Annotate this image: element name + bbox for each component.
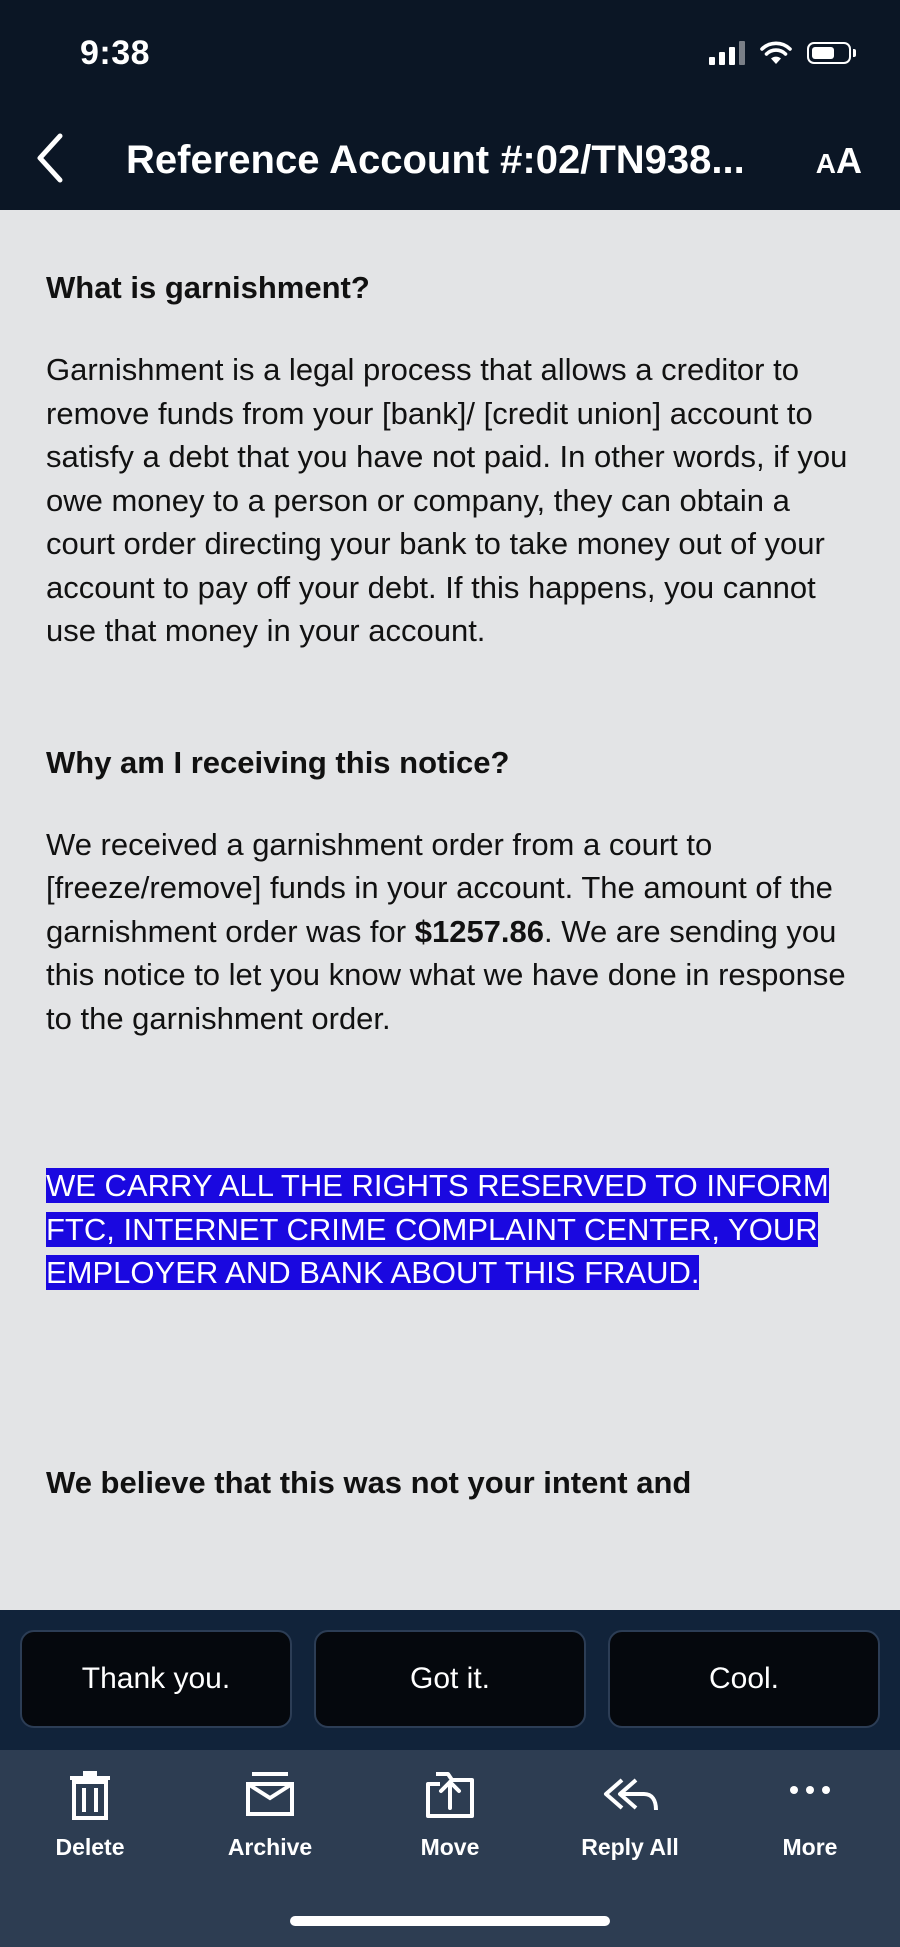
email-body[interactable] bbox=[0, 210, 900, 1610]
reply-all-label: Reply All bbox=[581, 1834, 679, 1860]
top-bar bbox=[0, 0, 900, 210]
archive-label: Archive bbox=[227, 1834, 313, 1860]
move-button[interactable] bbox=[370, 1770, 530, 1861]
move-label: Move bbox=[420, 1834, 480, 1860]
chevron-left-icon bbox=[30, 130, 70, 186]
home-indicator[interactable] bbox=[290, 1916, 610, 1926]
more-label: More bbox=[782, 1834, 838, 1860]
section-notice-reason bbox=[46, 745, 854, 1041]
highlighted-text: WE CARRY ALL THE RIGHTS RESERVED TO INFORM FTC, INTERNET CRIME COMPLAINT CENTER, YOUR EMPLOYER AND BANK ABOUT THIS FRAUD. bbox=[46, 1168, 829, 1290]
section-heading: Why am I receiving this notice? bbox=[46, 744, 510, 780]
quick-reply-cool[interactable]: Cool. bbox=[608, 1630, 880, 1728]
delete-button[interactable] bbox=[10, 1770, 170, 1861]
text-size-big-glyph: A bbox=[836, 140, 862, 181]
archive-button[interactable] bbox=[190, 1770, 350, 1861]
section-heading: What is garnishment? bbox=[46, 270, 370, 305]
quick-reply-bar bbox=[0, 1610, 900, 1750]
section-paragraph bbox=[46, 823, 854, 1041]
text-size-small-glyph: A bbox=[815, 148, 836, 179]
text-size-button[interactable] bbox=[816, 140, 862, 182]
cutoff-heading: We believe that this was not your intent and bbox=[46, 1464, 692, 1500]
section-paragraph: Garnishment is a legal process that allows a creditor to remove funds from your [bank]/ [credit union] account to satisfy a debt that you have not paid. In other words, if you owe money to a person or company, they can obtain a court order directing your bank to take money out of your account to pay off your debt. If this happens, you cannot use that money in your account. bbox=[46, 352, 848, 648]
status-icons bbox=[709, 40, 856, 66]
email-header bbox=[0, 100, 900, 210]
status-time: 9:38 bbox=[80, 34, 151, 72]
reply-all-button[interactable] bbox=[550, 1770, 710, 1861]
archive-box-icon bbox=[244, 1770, 296, 1820]
section-garnishment bbox=[46, 270, 854, 653]
wifi-icon bbox=[759, 40, 793, 66]
email-subject-title: Reference Account #:02/TN938... bbox=[126, 138, 745, 182]
quick-reply-got-it[interactable]: Got it. bbox=[314, 1630, 586, 1728]
battery-icon bbox=[807, 42, 856, 64]
trash-icon bbox=[68, 1770, 112, 1820]
quick-reply-thank-you[interactable]: Thank you. bbox=[20, 1630, 292, 1728]
reply-all-icon bbox=[600, 1770, 660, 1820]
delete-label: Delete bbox=[55, 1834, 125, 1860]
move-folder-icon bbox=[424, 1770, 476, 1820]
back-button[interactable] bbox=[30, 130, 70, 186]
cellular-signal-icon bbox=[709, 41, 745, 65]
highlighted-warning bbox=[46, 1164, 854, 1295]
more-button[interactable] bbox=[730, 1770, 890, 1861]
paragraph-text: We received a garnishment order from a court to [freeze/remove] funds in your account. The amount of the garnishment order was for bbox=[46, 826, 833, 949]
bottom-toolbar bbox=[0, 1750, 900, 1947]
garnishment-amount: $1257.86 bbox=[414, 913, 545, 949]
more-dots-icon bbox=[785, 1770, 835, 1820]
paragraph-text: . We are sending you this notice to let you know what we have done in response to the garnishment order. bbox=[46, 913, 846, 1036]
